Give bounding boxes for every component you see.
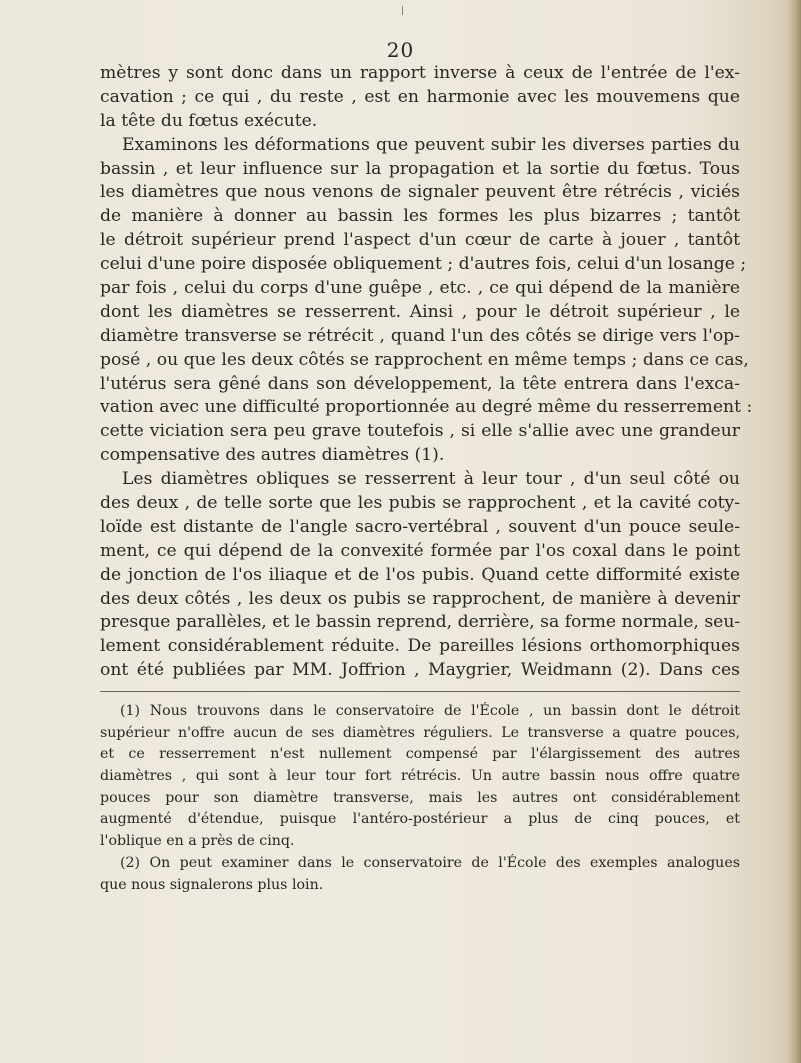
text-line: Les diamètres obliques se resserrent à leur tour , d'un seul côté ou [122,469,740,490]
text-line: lement considérablement réduite. De pareilles lésions orthomorphiques [100,636,740,657]
text-line: vation avec une difficulté proportionnée au degré même du resserrement : [100,397,753,418]
text-line: la tête du fœtus exécute. [100,110,318,131]
page-edge-shadow [787,0,801,1063]
text-line: cette viciation sera peu grave toutefois , si elle s'allie avec une grandeur [100,421,740,442]
footnotes [100,701,740,896]
main-text [100,62,753,683]
text-line: Examinons les déformations que peuvent subir les diverses parties du [122,134,740,155]
text-line: le détroit supérieur prend l'aspect d'un cœur de carte à jouer , tantôt [100,230,740,251]
text-line: ont été publiées par MM. Joffrion , Maygrier, Weidmann (2). Dans ces [100,660,740,681]
footnote-line: (1) Nous trouvons dans le conservatoire de l'École , un bassin dont le détroit [120,703,740,719]
text-line: presque parallèles, et le bassin reprend, derrière, sa forme normale, seu- [100,612,741,633]
text-line: de jonction de l'os iliaque et de l'os pubis. Quand cette difformité existe [100,564,740,585]
text-line: de manière à donner au bassin les formes les plus bizarres ; tantôt [100,206,740,227]
footnote-line: l'oblique en a près de cinq. [100,833,295,850]
text-line: diamètre transverse se rétrécit , quand l'un des côtés se dirige vers l'op- [100,325,740,346]
text-line: posé , ou que les deux côtés se rapprochent en même temps ; dans ce cas, [100,349,749,370]
page-number: 20 [386,38,415,62]
text-line: par fois , celui du corps d'une guêpe , etc. , ce qui dépend de la manière [100,278,740,299]
text-line: cavation ; ce qui , du reste , est en harmonie avec les mouvemens que [100,86,740,107]
text-line: des deux , de telle sorte que les pubis se rapprochent , et la cavité coty- [100,493,740,514]
text-line: compensative des autres diamètres (1). [100,445,445,466]
footnote-line: augmenté d'étendue, puisque l'antéro-postérieur a plus de cinq pouces, et [100,811,740,828]
footnote-line: que nous signalerons plus loin. [100,876,324,893]
text-line: l'utérus sera gêné dans son développement, la tête entrera dans l'exca- [100,373,740,394]
text-line: mètres y sont donc dans un rapport inverse à ceux de l'entrée de l'ex- [100,63,740,83]
top-edge-mark [402,6,403,15]
text-line: celui d'une poire disposée obliquement ; d'autres fois, celui d'un losange ; [100,254,747,275]
text-line: dont les diamètres se resserrent. Ainsi , pour le détroit supérieur , le [100,301,740,322]
footnote-line: (2) On peut examiner dans le conservatoire de l'École des exemples analogues [120,854,740,871]
footnote-line: et ce resserrement n'est nullement compensé par l'élargissement des autres [100,746,740,763]
text-line: ment, ce qui dépend de la convexité formée par l'os coxal dans le point [100,540,740,561]
text-line: loïde est distante de l'angle sacro-vertébral , souvent d'un pouce seule- [100,516,740,537]
text-line: bassin , et leur influence sur la propagation et la sortie du fœtus. Tous [100,158,740,179]
footnote-line: diamètres , qui sont à leur tour fort rétrécis. Un autre bassin nous offre quatre [100,768,740,785]
text-line: les diamètres que nous venons de signaler peuvent être rétrécis , viciés [100,182,740,203]
footnote-divider [100,691,740,692]
text-line: des deux côtés , les deux os pubis se rapprochent, de manière à devenir [100,588,740,609]
footnote-line: supérieur n'offre aucun de ses diamètres réguliers. Le transverse a quatre pouces, [100,724,740,741]
footnote-line: pouces pour son diamètre transverse, mais les autres ont considérablement [100,789,740,806]
